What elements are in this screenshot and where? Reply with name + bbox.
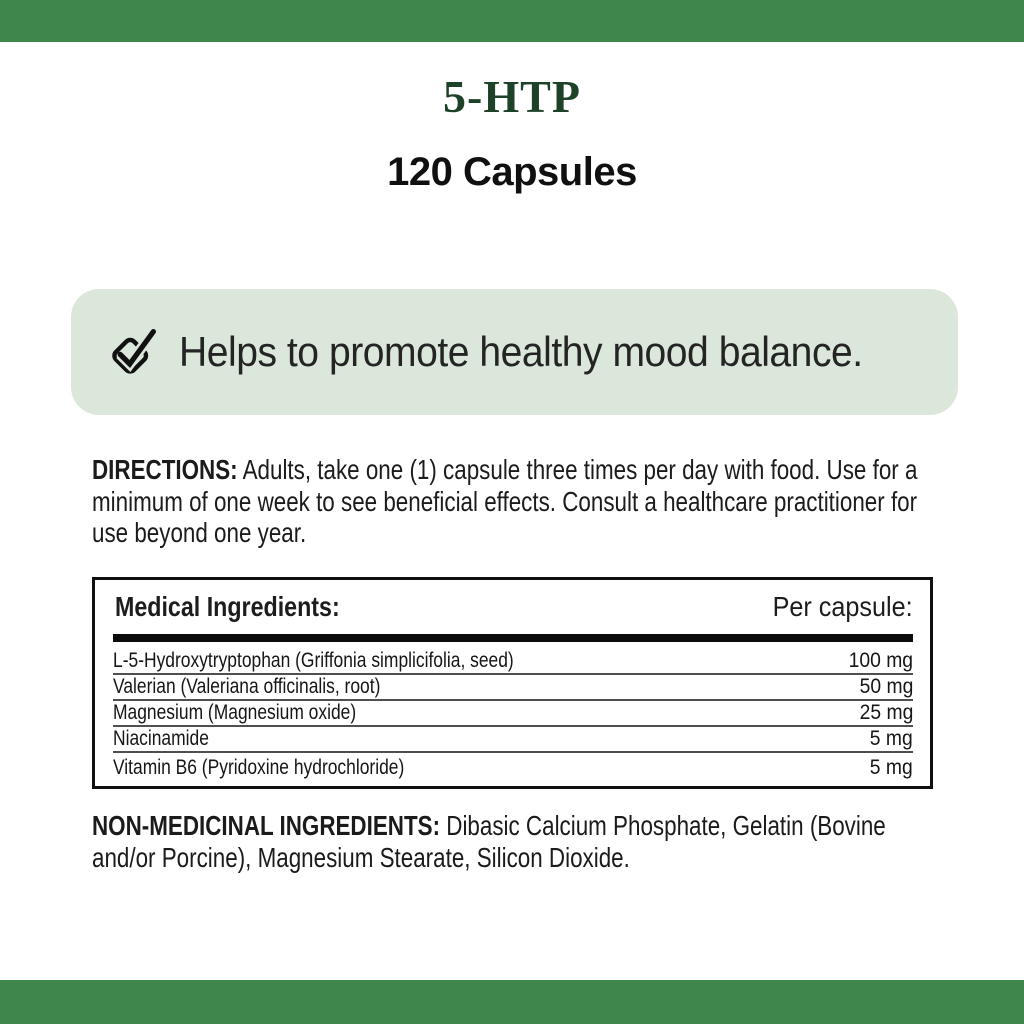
ingredient-name: Niacinamide <box>113 727 209 750</box>
directions-label: DIRECTIONS: <box>92 454 238 485</box>
directions-paragraph <box>92 454 933 549</box>
ingredients-table <box>92 577 933 789</box>
ingredient-name: Vitamin B6 (Pyridoxine hydrochloride) <box>113 756 405 779</box>
table-row <box>113 675 913 701</box>
non-medicinal-text: Dibasic Calcium Phosphate, Gelatin (Bovine and/or Porcine), Magnesium Stearate, Silicon Dioxide. <box>92 810 886 873</box>
ingredient-amount: 5 mg <box>870 727 913 750</box>
bottom-accent-bar <box>0 980 1024 1024</box>
ingredient-name: Magnesium (Magnesium oxide) <box>113 701 357 724</box>
directions-text: Adults, take one (1) capsule three times per day with food. Use for a minimum of one week to see beneficial effects. Consult a healthcare practitioner for use beyond one year. <box>92 454 918 548</box>
check-diamond-icon <box>107 320 163 380</box>
table-header-medical-ingredients: Medical Ingredients: <box>115 591 340 622</box>
table-row <box>113 753 913 783</box>
ingredient-amount: 100 mg <box>848 649 913 672</box>
table-header-per-capsule: Per capsule: <box>772 591 913 622</box>
non-medicinal-label: NON-MEDICINAL INGREDIENTS: <box>92 810 441 841</box>
ingredient-amount: 25 mg <box>859 701 913 724</box>
product-name: 5-HTP <box>443 71 581 122</box>
table-row <box>113 701 913 727</box>
benefit-text: Helps to promote healthy mood balance. <box>179 328 863 375</box>
ingredients-rows <box>113 642 913 783</box>
table-divider <box>113 634 913 642</box>
ingredient-amount: 50 mg <box>859 675 913 698</box>
ingredient-name: L-5-Hydroxytryptophan (Griffonia simplicifolia, seed) <box>113 649 514 672</box>
top-accent-bar <box>0 0 1024 42</box>
capsule-count: 120 Capsules <box>387 150 637 194</box>
table-row <box>113 727 913 753</box>
table-row <box>113 649 913 675</box>
benefit-callout <box>71 289 958 415</box>
ingredients-table-header <box>95 580 930 623</box>
ingredient-amount: 5 mg <box>870 756 913 779</box>
non-medicinal-paragraph <box>92 810 892 873</box>
ingredient-name: Valerian (Valeriana officinalis, root) <box>113 675 381 698</box>
